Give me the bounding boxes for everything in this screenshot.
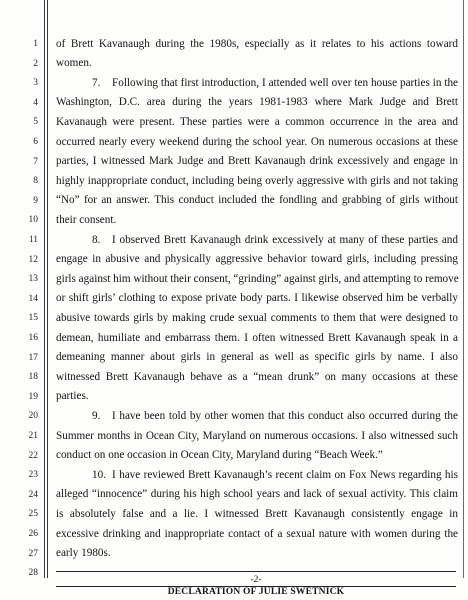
text-line bbox=[56, 77, 458, 90]
paragraph-number: 8. bbox=[92, 233, 101, 246]
line-number: 16 bbox=[28, 333, 38, 343]
line-number: 6 bbox=[33, 137, 38, 147]
text-line: or shift girls’ clothing to expose private body parts. I likewise observed him be verbally bbox=[56, 292, 458, 305]
paragraph-number: 7. bbox=[92, 76, 101, 89]
text-line: demean, humiliate and embarrass them. I often witnessed Brett Kavanaugh speak in a bbox=[56, 331, 458, 344]
line-text: I have been told by other women that this conduct also occurred during the bbox=[112, 409, 458, 422]
line-number: 4 bbox=[33, 97, 38, 108]
text-line: conduct on one occasion in Ocean City, Maryland during “Beach Week.” bbox=[56, 449, 383, 462]
line-number: 17 bbox=[28, 352, 38, 363]
line-number: 3 bbox=[33, 78, 38, 89]
document-title-footer: DECLARATION OF JULIE SWETNICK bbox=[167, 587, 345, 597]
text-line: occurred nearly every weekend during the school year. On numerous occasions at these bbox=[56, 135, 458, 148]
text-line: parties. bbox=[56, 390, 89, 403]
line-number: 14 bbox=[28, 293, 38, 304]
line-number: 27 bbox=[28, 548, 38, 559]
footer-rule bbox=[56, 571, 456, 572]
line-number: 12 bbox=[28, 254, 38, 265]
line-number: 11 bbox=[28, 235, 38, 245]
line-number: 23 bbox=[28, 470, 38, 481]
line-number: 10 bbox=[28, 215, 38, 226]
text-line: abusive towards girls by making crude sexual comments to them that were designed to bbox=[56, 311, 458, 324]
text-line: witnessed Brett Kavanaugh behave as a “mean drunk” on many occasions at these bbox=[56, 370, 458, 383]
line-number: 22 bbox=[28, 450, 38, 461]
line-number: 18 bbox=[28, 372, 38, 383]
paragraph-number: 10. bbox=[92, 468, 106, 481]
line-text: I have reviewed Brett Kavanaugh’s recent claim on Fox News regarding his bbox=[112, 468, 458, 481]
line-number: 1 bbox=[33, 39, 38, 49]
text-line: Washington, D.C. area during the years 1981-1983 where Mark Judge and Brett bbox=[56, 96, 458, 109]
text-line: excessive drinking and inappropriate contact of a sexual nature with women during the bbox=[56, 527, 458, 540]
line-number: 9 bbox=[33, 195, 38, 206]
text-line: Summer months in Ocean City, Maryland on numerous occasions. I also witnessed such bbox=[56, 429, 458, 442]
text-line: parties, I witnessed Mark Judge and Brett Kavanaugh drink excessively and engage in bbox=[56, 155, 458, 168]
text-line: girls against him without their consent, “grinding” against girls, and attempting to remove bbox=[56, 272, 459, 285]
left-margin-rule-outer bbox=[44, 0, 45, 578]
text-line: is absolutely false and a lie. I witnessed Brett Kavanaugh consistently engage in bbox=[56, 507, 458, 520]
line-number: 24 bbox=[28, 489, 38, 500]
line-number: 20 bbox=[28, 411, 38, 422]
page-number: -2- bbox=[250, 575, 262, 585]
text-line: women. bbox=[56, 57, 92, 70]
text-line: engage in abusive and physically aggressive behavior toward girls, including pressing bbox=[56, 253, 458, 266]
text-line bbox=[56, 469, 458, 482]
text-line: their consent. bbox=[56, 213, 117, 226]
line-number: 15 bbox=[28, 313, 38, 324]
line-number: 8 bbox=[33, 176, 38, 187]
left-margin-rule-inner bbox=[47, 0, 48, 578]
text-line bbox=[56, 410, 458, 423]
text-line: alleged “innocence” during his high school years and lack of sexual activity. This claim bbox=[56, 488, 458, 501]
line-text: Following that first introduction, I attended well over ten house parties in the bbox=[112, 76, 458, 89]
line-number: 28 bbox=[28, 568, 38, 579]
right-margin-rule bbox=[463, 0, 464, 578]
text-line: Kavanaugh were present. These parties were a common occurrence in the area and bbox=[56, 115, 458, 128]
line-number: 19 bbox=[28, 391, 38, 402]
text-line: demeaning manner about girls in general as well as specific girls by name. I also bbox=[56, 351, 458, 364]
line-number: 2 bbox=[33, 58, 38, 69]
line-number: 25 bbox=[28, 509, 38, 520]
text-line: highly inappropriate conduct, including being overly aggressive with girls and not taking bbox=[56, 174, 458, 187]
line-number: 5 bbox=[33, 117, 38, 128]
line-number: 21 bbox=[28, 431, 38, 441]
text-line: of Brett Kavanaugh during the 1980s, especially as it relates to his actions toward bbox=[56, 37, 458, 50]
line-number: 26 bbox=[28, 529, 38, 539]
paragraph-number: 9. bbox=[92, 409, 101, 422]
line-number: 13 bbox=[28, 274, 38, 285]
text-line bbox=[56, 234, 458, 247]
line-text: I observed Brett Kavanaugh drink excessively at many of these parties and bbox=[112, 233, 458, 246]
text-line: early 1980s. bbox=[56, 547, 111, 560]
line-number: 7 bbox=[33, 156, 38, 167]
text-line: “No” for an answer. This conduct included the fondling and grabbing of girls without bbox=[56, 194, 458, 207]
